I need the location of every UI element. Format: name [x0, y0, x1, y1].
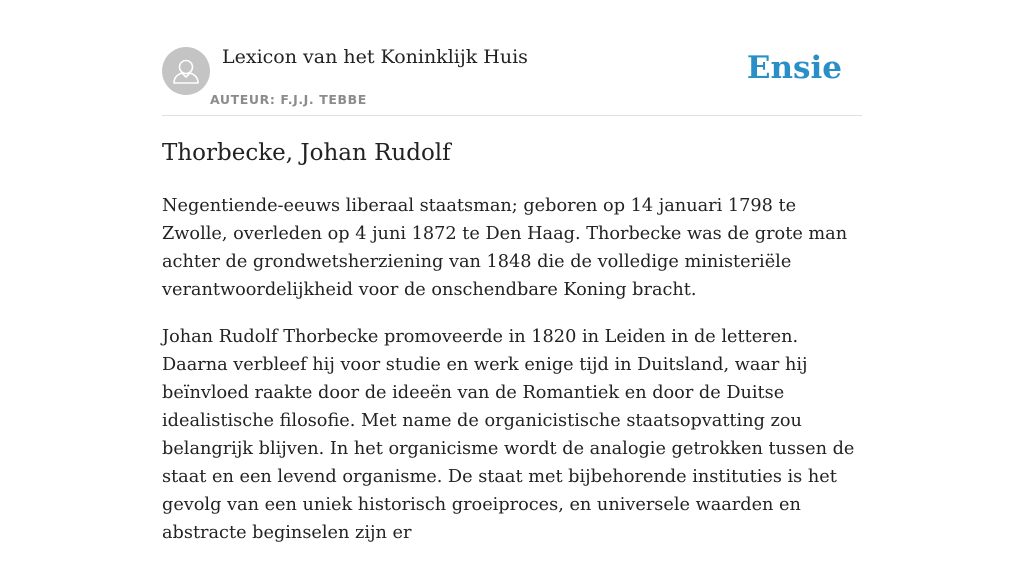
author-avatar[interactable] [162, 47, 210, 95]
article-body [162, 192, 862, 566]
author-label[interactable]: AUTEUR: F.J.J. TEBBE [210, 92, 367, 107]
brand-logo[interactable]: Ensie [746, 50, 842, 86]
book-title-link[interactable]: Lexicon van het Koninklijk Huis [222, 46, 528, 68]
user-silhouette-icon [162, 47, 210, 95]
page-title: Thorbecke, Johan Rudolf [162, 140, 451, 166]
header [162, 0, 862, 116]
article-paragraph: Negentiende-eeuws liberaal staatsman; geboren op 14 januari 1798 te Zwolle, overleden op 4 juni 1872 te Den Haag. Thorbecke was de grote man achter de grondwetsherziening van 1848 die de volledige ministeriële verantwoordelijkheid voor de onschendbare Koning bracht. [162, 196, 848, 300]
page [162, 0, 862, 543]
article-paragraph: Johan Rudolf Thorbecke promoveerde in 1820 in Leiden in de letteren. Daarna verbleef hij voor studie en werk enige tijd in Duitsland, waar hij beïnvloed raakte door de ideeën van de Romantiek en door de Duitse idealistische filosofie. Met name de organicistische staatsopvatting zou belangrijk blijven. In het organicisme wordt de analogie getrokken tussen de staat en een levend organisme. De staat met bijbehorende instituties is het gevolg van een uniek historisch groeiproces, en universele waarden en abstracte beginselen zijn er [162, 327, 855, 543]
